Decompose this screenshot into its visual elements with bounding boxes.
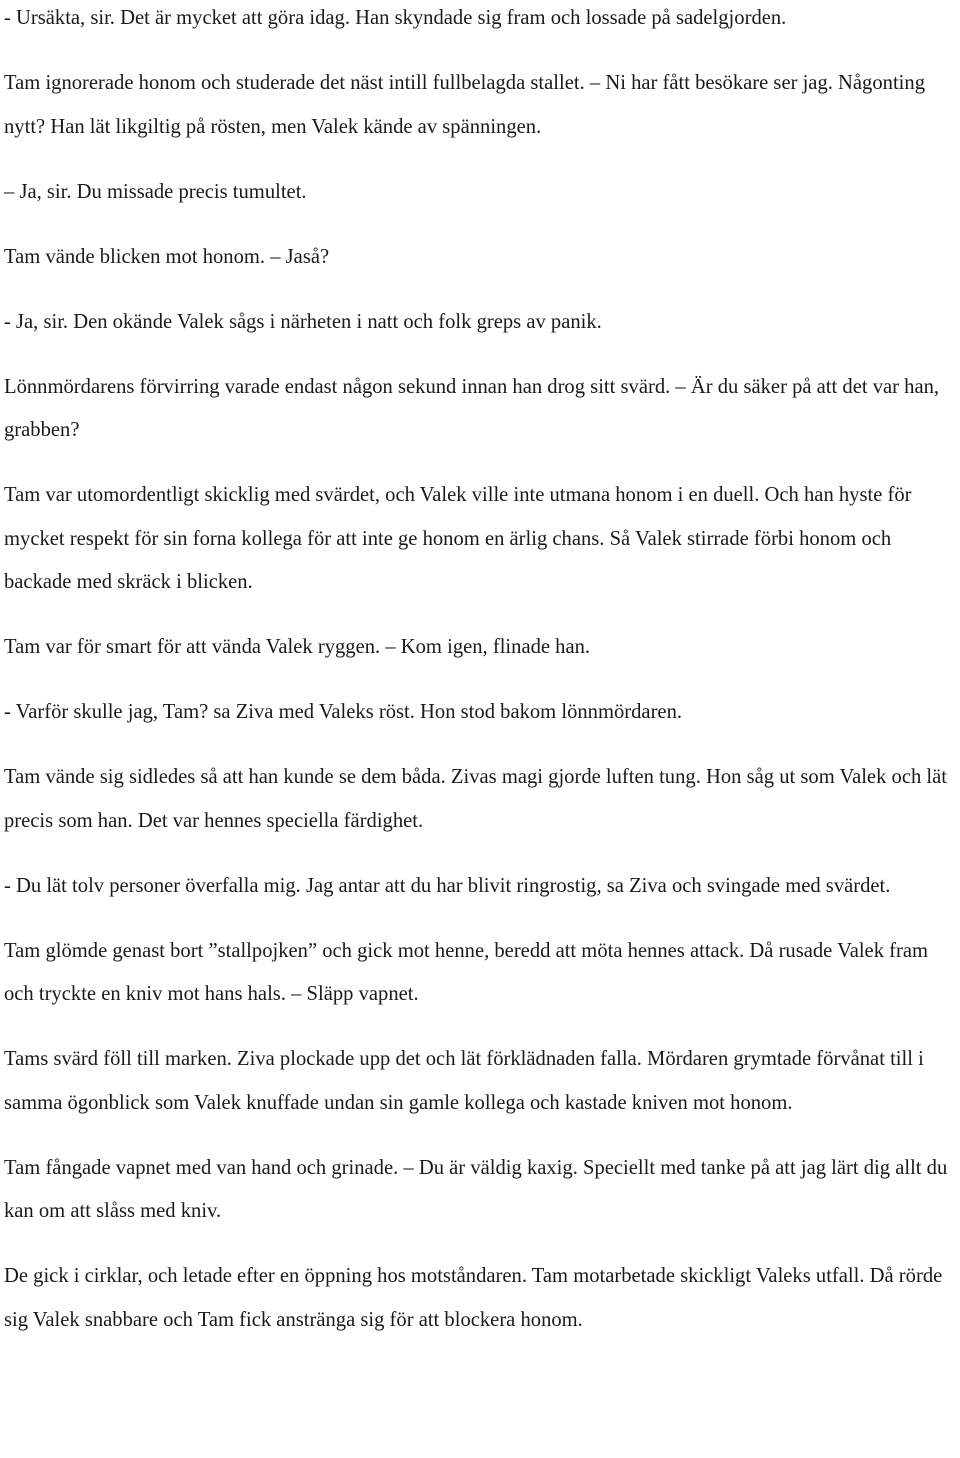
paragraph: Tam fångade vapnet med van hand och grinade. – Du är väldig kaxig. Speciellt med tanke på att jag lärt dig allt du kan om att slåss med kniv. <box>4 1156 948 1222</box>
paragraph: – Ja, sir. Du missade precis tumultet. <box>4 180 307 203</box>
document-page <box>4 0 959 1364</box>
paragraph: Tam vände sig sidledes så att han kunde se dem båda. Zivas magi gjorde luften tung. Hon såg ut som Valek och lät precis som han. Det var hennes speciella färdighet. <box>4 766 947 832</box>
paragraph: Lönnmördarens förvirring varade endast någon sekund innan han drog sitt svärd. – Är du säker på att det var han, grabben? <box>4 375 940 441</box>
paragraph: - Ursäkta, sir. Det är mycket att göra idag. Han skyndade sig fram och lossade på sadelgjorden. <box>4 7 787 29</box>
paragraph: Tam vände blicken mot honom. – Jaså? <box>4 245 330 268</box>
paragraph: De gick i cirklar, och letade efter en öppning hos motståndaren. Tam motarbetade skickligt Valeks utfall. Då rörde sig Valek snabbare och Tam fick anstränga sig för att blockera honom. <box>4 1265 943 1331</box>
paragraph: Tam var utomordentligt skicklig med svärdet, och Valek ville inte utmana honom i en duell. Och han hyste för mycket respekt för sin forna kollega för att inte ge honom en ärlig chans. Så Valek stirrade förbi honom och backade med skräck i blicken. <box>4 484 912 593</box>
paragraph: - Du lät tolv personer överfalla mig. Jag antar att du har blivit ringrostig, sa Ziva och svingade med svärdet. <box>4 874 891 897</box>
paragraph: Tam ignorerade honom och studerade det näst intill fullbelagda stallet. – Ni har fått besökare ser jag. Någonting nytt? Han lät likgiltig på rösten, men Valek kände av spänningen. <box>4 72 925 138</box>
paragraph: Tam var för smart för att vända Valek ryggen. – Kom igen, flinade han. <box>4 636 591 658</box>
paragraph: - Varför skulle jag, Tam? sa Ziva med Valeks röst. Hon stod bakom lönnmördaren. <box>4 701 683 723</box>
paragraph: Tams svärd föll till marken. Ziva plockade upp det och lät förklädnaden falla. Mördaren grymtade förvånat till i samma ögonblick som Valek knuffade undan sin gamle kollega och kastade kniven mot honom. <box>4 1048 924 1114</box>
paragraph: - Ja, sir. Den okände Valek sågs i närheten i natt och folk greps av panik. <box>4 310 602 333</box>
paragraph: Tam glömde genast bort ”stallpojken” och gick mot henne, beredd att möta hennes attack. Då rusade Valek fram och tryckte en kniv mot hans hals. – Släpp vapnet. <box>4 939 929 1005</box>
